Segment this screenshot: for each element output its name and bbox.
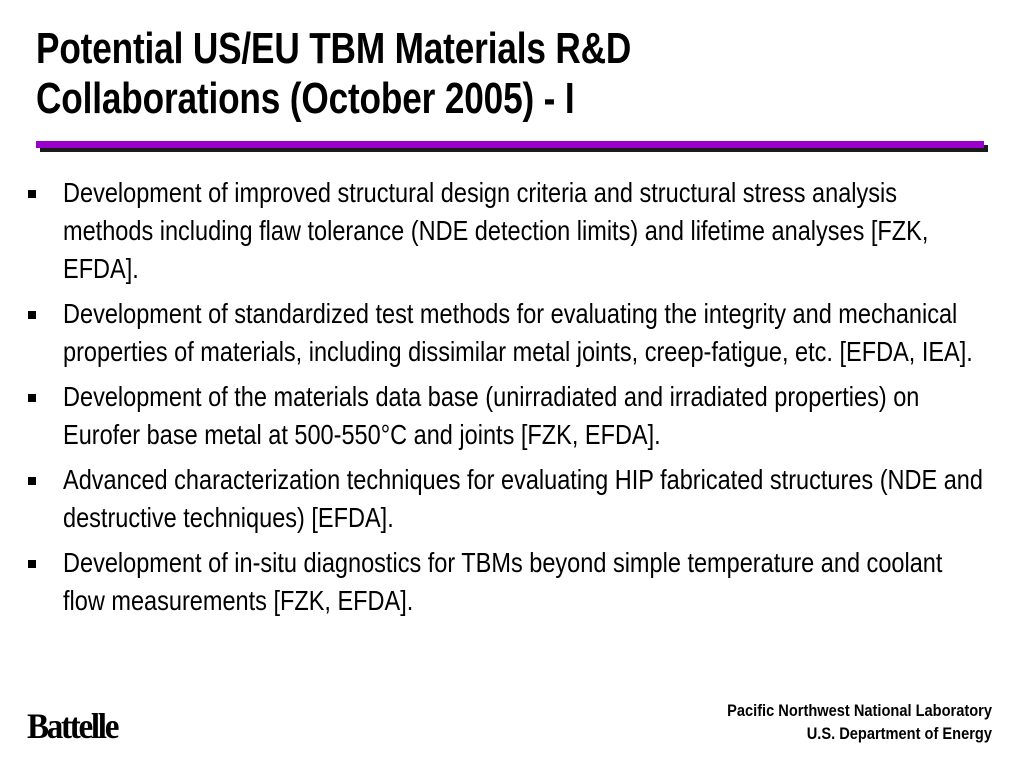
slide-title-line-1: Potential US/EU TBM Materials R&D: [36, 24, 632, 73]
footer-organization: [727, 699, 992, 745]
slide-title-line-2: Collaborations (October 2005) - I: [36, 74, 575, 123]
bullet-item-test-methods: [26, 295, 996, 371]
square-bullet-icon: [28, 190, 36, 198]
footer-lab-name: Pacific Northwest National Laboratory: [727, 701, 992, 720]
battelle-logo: Battelle: [27, 706, 118, 746]
bullet-text: Development of standardized test methods for evaluating the integrity and mechanical properties of materials, including dissimilar metal joints, creep-fatigue, etc. [EFDA, IEA].: [63, 298, 973, 367]
bullet-item-data-base: [26, 378, 996, 454]
square-bullet-icon: [28, 394, 36, 402]
bullet-text: Development of in-situ diagnostics for TBMs beyond simple temperature and coolant flow measurements [FZK, EFDA].: [63, 547, 943, 616]
footer-department: U.S. Department of Energy: [806, 724, 992, 743]
bullet-item-design-criteria: [26, 174, 996, 288]
bullet-list: [26, 174, 996, 627]
slide-title: [36, 24, 804, 124]
title-rule: [36, 141, 984, 148]
square-bullet-icon: [28, 311, 36, 319]
bullet-text: Development of improved structural design criteria and structural stress analysis methods including flaw tolerance (NDE detection limits) and lifetime analyses [FZK, EFDA].: [63, 177, 929, 284]
bullet-text: Advanced characterization techniques for evaluating HIP fabricated structures (NDE and destructive techniques) [EFDA].: [63, 464, 983, 533]
bullet-item-diagnostics: [26, 544, 996, 620]
square-bullet-icon: [28, 477, 36, 485]
square-bullet-icon: [28, 560, 36, 568]
bullet-text: Development of the materials data base (unirradiated and irradiated properties) on Eurofer base metal at 500-550°C and joints [FZK, EFDA].: [63, 381, 920, 450]
bullet-item-characterization: [26, 461, 996, 537]
